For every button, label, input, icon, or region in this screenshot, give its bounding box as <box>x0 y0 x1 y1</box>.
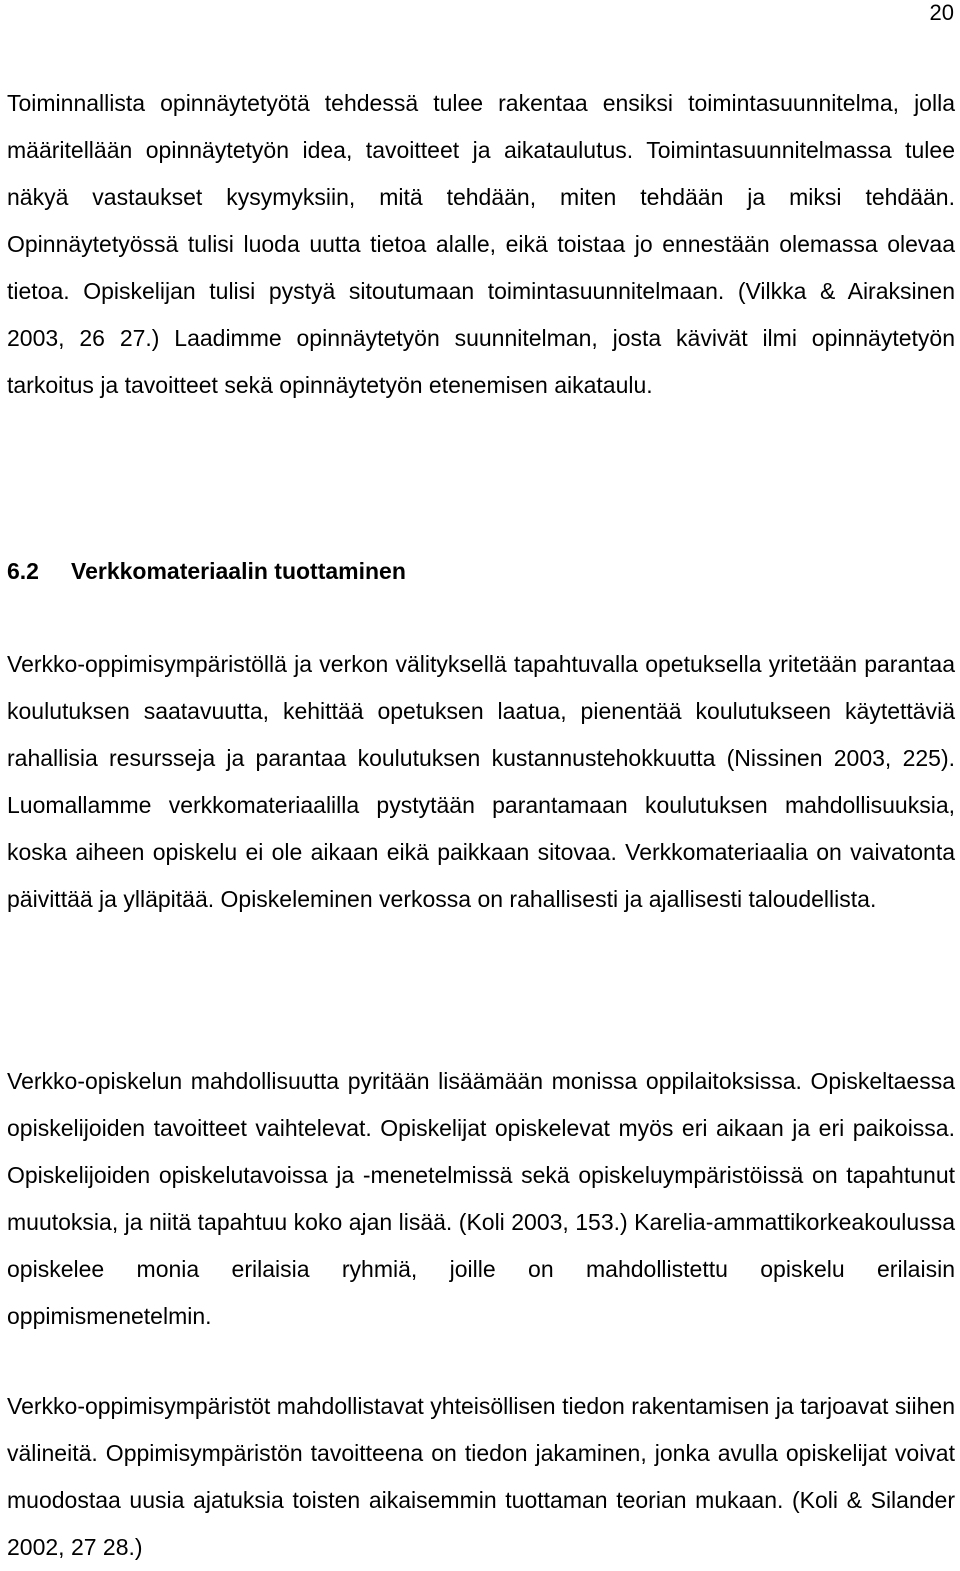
page-number: 20 <box>929 0 954 25</box>
paragraph-online-study: Verkko-opiskelun mahdollisuutta pyritään lisäämään monissa oppilaitoksissa. Opiskeltaessa opiskelijoiden tavoitteet vaihtelevat. Opiskelijat opiskelevat myös eri aikaan ja eri paikoissa. Opiskelijoiden opiskelutavoissa ja -menetelmissä sekä opiskeluympäristöissä on tapahtunut muutoksia, ja niitä tapahtuu koko ajan lisää. (Koli 2003, 153.) Karelia-ammattikorkeakoulussa opiskelee monia erilaisia ryhmiä, joille on mahdollistettu opiskelu erilaisin oppimismenetelmin. <box>7 1068 955 1329</box>
paragraph-online-learning-environment: Verkko-oppimisympäristöllä ja verkon välityksellä tapahtuvalla opetuksella yritetään parantaa koulutuksen saatavuutta, kehittää opetuksen laatua, pienentää koulutukseen käytettäviä rahallisia resursseja ja parantaa koulutuksen kustannustehokkuutta (Nissinen 2003, 225). Luomallamme verkkomateriaalilla pystytään parantamaan koulutuksen mahdollisuuksia, koska aiheen opiskelu ei ole aikaan eikä paikkaan sitovaa. Verkkomateriaalia on vaivatonta päivittää ja ylläpitää. Opiskeleminen verkossa on rahallisesti ja ajallisesti taloudellista. <box>7 651 955 912</box>
section-heading <box>7 548 406 595</box>
paragraph-community-knowledge: Verkko-oppimisympäristöt mahdollistavat yhteisöllisen tiedon rakentamisen ja tarjoavat siihen välineitä. Oppimisympäristön tavoitteena on tiedon jakaminen, jonka avulla opiskelijat voivat muodostaa uusia ajatuksia toisten aikaisemmin tuottaman teorian mukaan. (Koli & Silander 2002, 27 28.) <box>7 1393 955 1560</box>
paragraph-functional-thesis: Toiminnallista opinnäytetyötä tehdessä tulee rakentaa ensiksi toimintasuunnitelma, jolla määritellään opinnäytetyön idea, tavoitteet ja aikataulutus. Toimintasuunnitelmassa tulee näkyä vastaukset kysymyksiin, mitä tehdään, miten tehdään ja miksi tehdään. Opinnäytetyössä tulisi luoda uutta tietoa alalle, eikä toistaa jo ennestään olemassa olevaa tietoa. Opiskelijan tulisi pystyä sitoutumaan toimintasuunnitelmaan. (Vilkka & Airaksinen 2003, 26 27.) Laadimme opinnäytetyön suunnitelman, josta kävivät ilmi opinnäytetyön tarkoitus ja tavoitteet sekä opinnäytetyön etenemisen aikataulu. <box>7 90 955 398</box>
section-title: Verkkomateriaalin tuottaminen <box>71 558 406 584</box>
section-number: 6.2 <box>7 558 39 584</box>
